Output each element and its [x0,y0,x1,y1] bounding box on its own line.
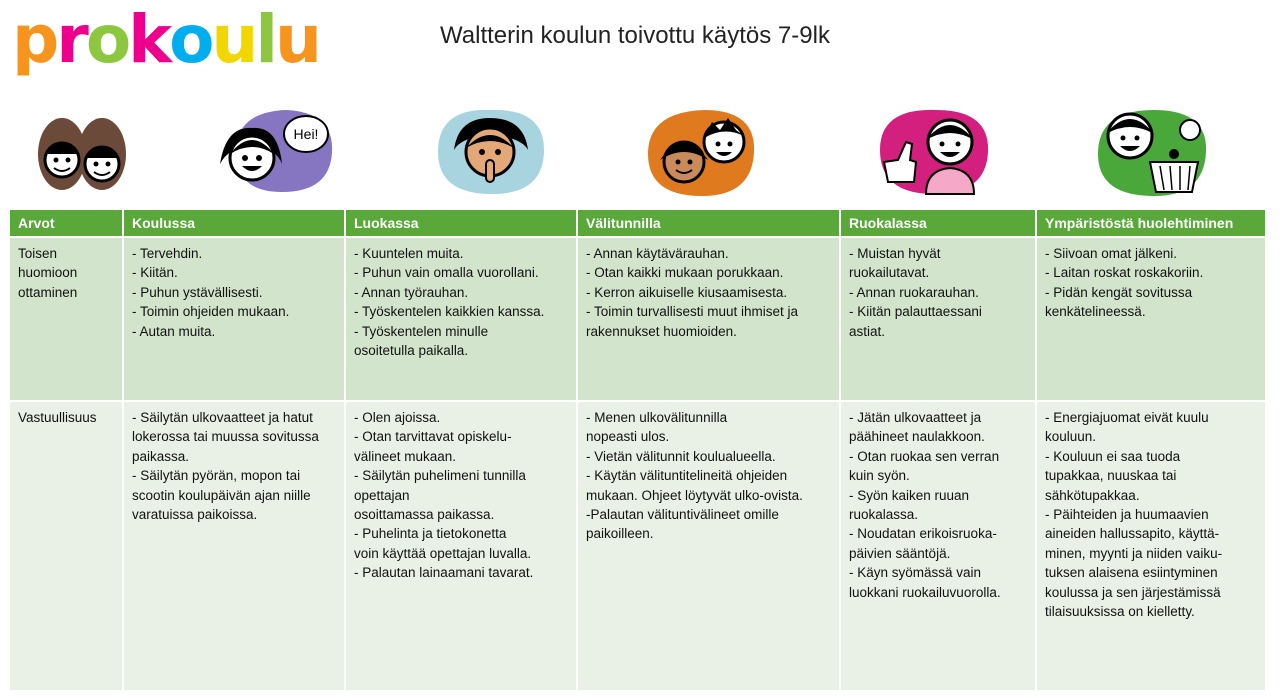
header-arvot: Arvot [10,210,123,237]
cell-line: kenkätelineessä. [1045,304,1146,320]
cell-line: kouluun. [1045,429,1097,445]
cell-line: - Annan ruokarauhan. [849,284,979,300]
logo-letter: l [255,1,276,78]
cell-line: päähineet naulakkoon. [849,429,985,445]
cell-line: minen, myynti ja niiden vaiku- [1045,545,1223,561]
cell-line: päivien sääntöjä. [849,545,951,561]
cell-line: - Kuuntelen muita. [354,246,464,261]
cell-line: luokkani ruokailuvuorolla. [849,584,1001,600]
cell-line: - Käyn syömässä vain [849,565,982,581]
cell-line: - Olen ajoissa. [354,410,441,425]
header-ymparisto: Ympäristöstä huolehtiminen [1036,210,1266,237]
cell-line: - Käytän välituntitelineitä ohjeiden [586,468,788,484]
cell-line: - Pidän kengät sovitussa [1045,284,1193,300]
cell-line: - Kerron aikuiselle kiusaamisesta. [586,284,788,300]
luokassa-cell [345,237,577,401]
cell-line: paikassa. [132,448,190,464]
koulussa-cell [123,237,345,401]
table-row [10,401,1266,690]
cell-line: kuin syön. [849,468,910,484]
valitunnilla-cell [577,401,840,690]
cell-line: - Päihteiden ja huumaavien [1045,507,1209,523]
cell-line: ruokailutavat. [849,265,930,281]
cell-line: huomioon [18,265,78,281]
footprints-icon [24,104,144,200]
cell-line: - Energiajuomat eivät kuulu [1045,410,1209,425]
cell-line: osoittamassa paikassa. [354,507,495,523]
cell-line: tupakkaa, nuuskaa tai [1045,468,1177,484]
cell-line: mukaan. Ohjeet löytyvät ulko-ovista. [586,487,803,503]
cell-line: osoitetulla paikalla. [354,343,469,359]
cell-line: - Työskentelen kaikkien kanssa. [354,304,545,320]
cell-line: scootin koulupäivän ajan niille [132,487,311,503]
ymparisto-cell [1036,237,1266,401]
cell-line: rakennukset huomioiden. [586,323,737,339]
cell-line: - Kiitän. [132,265,178,281]
cell-line: - Muistan hyvät [849,246,941,261]
cell-line: - Otan tarvittavat opiskelu- [354,429,512,445]
cell-line: - Noudatan erikoisruoka- [849,526,997,542]
cell-line: paikoilleen. [586,526,654,542]
ymparisto-cell [1036,401,1266,690]
valitunnilla-cell [577,237,840,401]
cell-line: opettajan [354,487,410,503]
cell-line: Toisen [18,246,58,261]
cell-line: tuksen alaisena esiintyminen [1045,565,1218,581]
cell-line: - Toimin turvallisesti muut ihmiset ja [586,304,799,320]
cell-line: nopeasti ulos. [586,429,670,445]
cell-line: - Annan käytävärauhan. [586,246,729,261]
cell-line: - Puhelinta ja tietokonetta [354,526,507,542]
speech-bubble-text: Hei! [293,126,319,142]
cell-line: - Säilytän puhelimeni tunnilla [354,468,526,484]
cell-line: - Kouluun ei saa tuoda [1045,448,1181,464]
logo-letter: k [128,1,170,78]
cell-line: - Säilytän ulkovaatteet ja hatut [132,410,313,425]
cell-line: ottaminen [18,284,78,300]
cell-line: ruokalassa. [849,507,919,523]
cell-line: aineiden hallussapito, käyttä- [1045,526,1220,542]
cell-line: - Menen ulkovälitunnilla [586,410,728,425]
cell-line: - Kiitän palauttaessani [849,304,982,320]
logo-letter: o [85,1,129,78]
value-cell [10,237,123,401]
header-valitunnilla: Välitunnilla [577,210,840,237]
cell-line: - Otan kaikki mukaan porukkaan. [586,265,784,281]
cell-line: - Säilytän pyörän, mopon tai [132,468,301,484]
table-row [10,237,1266,401]
cell-line: varatuissa paikoissa. [132,507,258,523]
header-koulussa: Koulussa [123,210,345,237]
cell-line: - Otan ruokaa sen verran [849,448,1000,464]
logo-letter: p [12,1,57,78]
logo-letter: u [275,1,320,78]
cell-line: -Palautan välituntivälineet omille [586,507,779,523]
cell-line: koulussa ja sen järjestämissä [1045,584,1221,600]
cell-line: - Jätän ulkovaatteet ja [849,410,982,425]
ruokalassa-cell [840,237,1036,401]
icon-row [0,104,1280,200]
cell-line: - Annan työrauhan. [354,284,469,300]
header-luokassa: Luokassa [345,210,577,237]
cell-line: lokerossa tai muussa sovitussa [132,429,319,445]
value-cell [10,401,123,690]
cell-line: Vastuullisuus [18,410,97,425]
luokassa-cell [345,401,577,690]
prokoulu-logo [12,0,319,80]
cell-line: tilaisuuksissa on kielletty. [1045,604,1195,620]
thumbs-up-girl-icon [876,104,996,200]
page-title: Waltterin koulun toivottu käytös 7-9lk [440,22,830,49]
cell-line: sähkötupakkaa. [1045,487,1140,503]
cell-line: - Vietän välitunnit koulualueella. [586,448,776,464]
cell-line: - Siivoan omat jälkeni. [1045,246,1178,261]
ruokalassa-cell [840,401,1036,690]
cell-line: - Toimin ohjeiden mukaan. [132,304,290,320]
cell-line: - Työskentelen minulle [354,323,489,339]
cell-line: voin käyttää opettajan luvalla. [354,545,532,561]
behavior-table [10,210,1267,690]
cell-line: - Tervehdin. [132,246,203,261]
greeting-girl-icon [216,104,336,200]
quiet-girl-icon [432,104,552,200]
logo-letter: r [56,1,86,78]
cell-line: - Palautan lainaamani tavarat. [354,565,534,581]
cell-line: - Laitan roskat roskakoriin. [1045,265,1204,281]
cell-line: - Puhun ystävällisesti. [132,284,263,300]
logo-letter: o [169,1,212,78]
koulussa-cell [123,401,345,690]
header-row [10,210,1266,237]
cell-line: - Puhun vain omalla vuorollani. [354,265,539,281]
logo-letter: u [211,1,256,78]
cell-line: - Syön kaiken ruuan [849,487,970,503]
recycling-kid-icon [1094,104,1214,200]
cell-line: astiat. [849,323,886,339]
cell-line: välineet mukaan. [354,448,457,464]
header-ruokalassa: Ruokalassa [840,210,1036,237]
friends-icon [644,104,764,200]
cell-line: - Autan muita. [132,323,216,339]
